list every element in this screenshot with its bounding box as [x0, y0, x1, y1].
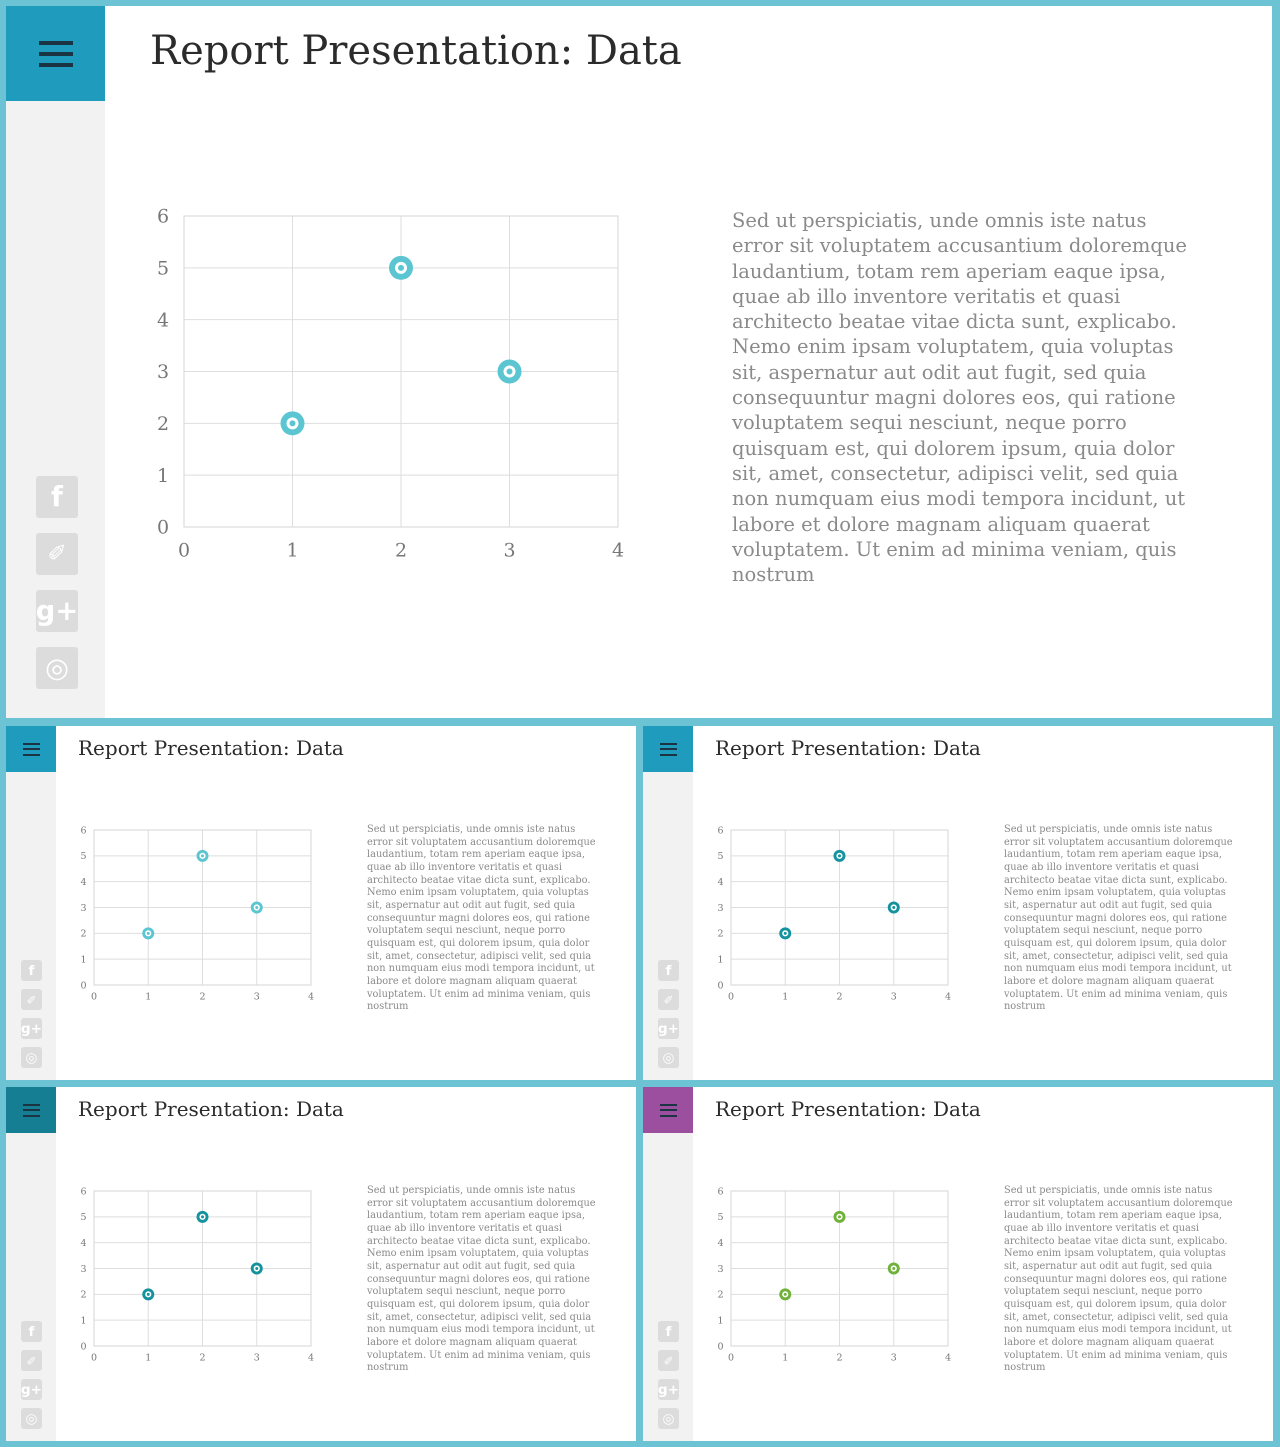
x-tick-label: 3	[890, 991, 897, 1003]
y-tick-label: 0	[157, 516, 170, 539]
scatter-chart	[6, 1087, 346, 1387]
data-point	[888, 1263, 900, 1275]
y-tick-label: 4	[80, 876, 87, 888]
data-point	[197, 1211, 209, 1223]
google-plus-icon[interactable]: g+	[658, 1018, 679, 1039]
page-title: Report Presentation: Data	[78, 1097, 344, 1121]
google-plus-icon[interactable]: g+	[21, 1018, 42, 1039]
y-tick-label: 1	[717, 1315, 724, 1327]
data-point	[834, 1211, 846, 1223]
slide-main	[6, 6, 1272, 718]
y-tick-label: 2	[157, 412, 170, 435]
y-tick-label: 6	[80, 1186, 87, 1198]
x-tick-label: 1	[145, 1352, 152, 1364]
y-tick-label: 2	[717, 1289, 724, 1301]
x-tick-label: 4	[611, 539, 625, 562]
x-tick-label: 0	[177, 539, 191, 562]
y-tick-label: 3	[717, 902, 724, 914]
scatter-chart	[6, 726, 346, 1026]
social-links	[21, 1321, 42, 1429]
data-point	[498, 360, 522, 384]
y-tick-label: 3	[80, 1263, 87, 1275]
data-point	[251, 902, 263, 914]
x-tick-label: 1	[286, 539, 299, 562]
scatter-chart	[6, 6, 686, 606]
twitter-icon[interactable]: ✐	[658, 1350, 679, 1371]
data-point-marker	[834, 850, 846, 862]
slide-thumb-4[interactable]	[643, 1087, 1273, 1441]
x-tick-label: 3	[253, 1352, 260, 1364]
y-tick-label: 6	[717, 1186, 724, 1198]
y-tick-label: 2	[80, 1289, 87, 1301]
x-tick-label: 2	[394, 539, 408, 562]
x-tick-label: 0	[90, 991, 98, 1003]
body-text: Sed ut perspiciatis, unde omnis iste natus error sit voluptatem accusantium doloremque laudantium, totam rem aperiam eaque ipsa, quae ab illo inventore veritatis et quasi architecto beatae vitae dicta sunt, explicabo. Nemo enim ipsam voluptatem, quia voluptas sit, aspernatur aut odit aut fugit, sed quia consequuntur magni dolores eos, qui ratione voluptatem sequi nesciunt, neque porro quisquam est, qui dolorem ipsum, quia dolor sit, amet, consectetur, adipisci velit, sed quia non numquam eius modi tempora incidunt, ut labore et dolore magnam aliquam quaerat voluptatem. Ut enim ad minima veniam, quis nostrum	[367, 824, 596, 1013]
x-tick-label: 4	[944, 991, 952, 1003]
slide-thumb-1[interactable]	[6, 726, 636, 1080]
page-title: Report Presentation: Data	[715, 1097, 981, 1121]
data-point-marker	[498, 360, 522, 384]
x-tick-label: 3	[890, 1352, 897, 1364]
x-tick-label: 4	[944, 1352, 952, 1364]
plot-area	[81, 1186, 314, 1363]
body-text: Sed ut perspiciatis, unde omnis iste natus error sit voluptatem accusantium doloremque laudantium, totam rem aperiam eaque ipsa, quae ab illo inventore veritatis et quasi architecto beatae vitae dicta sunt, explicabo. Nemo enim ipsam voluptatem, quia voluptas sit, aspernatur aut odit aut fugit, sed quia consequuntur magni dolores eos, qui ratione voluptatem sequi nesciunt, neque porro quisquam est, qui dolorem ipsum, quia dolor sit, amet, consectetur, adipisci velit, sed quia non numquam eius modi tempora incidunt, ut labore et dolore magnam aliquam quaerat voluptatem. Ut enim ad minima veniam, quis nostrum	[1004, 824, 1233, 1013]
x-tick-label: 4	[307, 1352, 315, 1364]
x-tick-label: 0	[727, 991, 735, 1003]
y-tick-label: 4	[717, 1237, 724, 1249]
y-tick-label: 1	[157, 464, 170, 487]
y-tick-label: 5	[157, 257, 170, 280]
facebook-icon[interactable]: f	[36, 476, 78, 518]
page-title: Report Presentation: Data	[150, 28, 682, 74]
social-links	[21, 960, 42, 1068]
data-point	[197, 850, 209, 862]
facebook-icon[interactable]: f	[21, 1321, 42, 1342]
data-point-marker	[251, 1263, 263, 1275]
data-point-marker	[281, 411, 305, 435]
x-tick-label: 3	[503, 539, 516, 562]
google-plus-icon[interactable]: g+	[658, 1379, 679, 1400]
y-tick-label: 1	[80, 954, 87, 966]
data-point-marker	[389, 256, 413, 280]
data-point-marker	[197, 850, 209, 862]
y-tick-label: 2	[80, 928, 87, 940]
x-tick-label: 2	[836, 1352, 843, 1364]
body-text: Sed ut perspiciatis, unde omnis iste natus error sit voluptatem accusantium doloremque laudantium, totam rem aperiam eaque ipsa, quae ab illo inventore veritatis et quasi architecto beatae vitae dicta sunt, explicabo. Nemo enim ipsam voluptatem, quia voluptas sit, aspernatur aut odit aut fugit, sed quia consequuntur magni dolores eos, qui ratione voluptatem sequi nesciunt, neque porro quisquam est, qui dolorem ipsum, quia dolor sit, amet, consectetur, adipisci velit, sed quia non numquam eius modi tempora incidunt, ut labore et dolore magnam aliquam quaerat voluptatem. Ut enim ad minima veniam, quis nostrum	[732, 209, 1187, 587]
y-tick-label: 1	[717, 954, 724, 966]
instagram-icon[interactable]: ◎	[658, 1408, 679, 1429]
y-tick-label: 4	[80, 1237, 87, 1249]
y-tick-label: 3	[717, 1263, 724, 1275]
data-point	[779, 1288, 791, 1300]
data-point	[281, 411, 305, 435]
y-tick-label: 4	[157, 309, 170, 332]
facebook-icon[interactable]: f	[658, 1321, 679, 1342]
y-tick-label: 3	[157, 361, 170, 384]
twitter-icon[interactable]: ✐	[36, 533, 78, 575]
x-tick-label: 3	[253, 991, 260, 1003]
data-point-marker	[197, 1211, 209, 1223]
instagram-icon[interactable]: ◎	[21, 1047, 42, 1068]
data-point	[834, 850, 846, 862]
plot-area	[718, 825, 951, 1002]
y-tick-label: 0	[80, 980, 87, 992]
twitter-icon[interactable]: ✐	[21, 989, 42, 1010]
social-links	[36, 476, 78, 689]
y-tick-label: 6	[717, 825, 724, 837]
data-point	[389, 256, 413, 280]
data-point	[142, 927, 154, 939]
data-point	[779, 927, 791, 939]
x-tick-label: 1	[145, 991, 152, 1003]
twitter-icon[interactable]: ✐	[658, 989, 679, 1010]
y-tick-label: 5	[717, 851, 724, 863]
plot-area	[81, 825, 314, 1002]
plot-area	[718, 1186, 951, 1363]
data-point-marker	[142, 1288, 154, 1300]
google-plus-icon[interactable]: g+	[21, 1379, 42, 1400]
page-title: Report Presentation: Data	[78, 736, 344, 760]
social-links	[658, 1321, 679, 1429]
instagram-icon[interactable]: ◎	[36, 647, 78, 689]
data-point-marker	[251, 902, 263, 914]
x-tick-label: 0	[90, 1352, 98, 1364]
slide-thumb-3[interactable]	[6, 1087, 636, 1441]
x-tick-label: 0	[727, 1352, 735, 1364]
x-tick-label: 4	[307, 991, 315, 1003]
y-tick-label: 6	[80, 825, 87, 837]
twitter-icon[interactable]: ✐	[21, 1350, 42, 1371]
y-tick-label: 4	[717, 876, 724, 888]
y-tick-label: 2	[717, 928, 724, 940]
y-tick-label: 6	[157, 205, 170, 228]
facebook-icon[interactable]: f	[658, 960, 679, 981]
data-point	[888, 902, 900, 914]
slide-thumb-2[interactable]	[643, 726, 1273, 1080]
y-tick-label: 0	[717, 980, 724, 992]
google-plus-icon[interactable]: g+	[36, 590, 78, 632]
body-text: Sed ut perspiciatis, unde omnis iste natus error sit voluptatem accusantium doloremque laudantium, totam rem aperiam eaque ipsa, quae ab illo inventore veritatis et quasi architecto beatae vitae dicta sunt, explicabo. Nemo enim ipsam voluptatem, quia voluptas sit, aspernatur aut odit aut fugit, sed quia consequuntur magni dolores eos, qui ratione voluptatem sequi nesciunt, neque porro quisquam est, qui dolorem ipsum, quia dolor sit, amet, consectetur, adipisci velit, sed quia non numquam eius modi tempora incidunt, ut labore et dolore magnam aliquam quaerat voluptatem. Ut enim ad minima veniam, quis nostrum	[367, 1185, 596, 1374]
data-point-marker	[888, 902, 900, 914]
scatter-chart	[643, 1087, 983, 1387]
data-point	[142, 1288, 154, 1300]
data-point	[251, 1263, 263, 1275]
y-tick-label: 0	[717, 1341, 724, 1353]
y-tick-label: 1	[80, 1315, 87, 1327]
x-tick-label: 2	[836, 991, 843, 1003]
data-point-marker	[779, 927, 791, 939]
data-point-marker	[834, 1211, 846, 1223]
y-tick-label: 0	[80, 1341, 87, 1353]
plot-area	[157, 206, 624, 562]
x-tick-label: 2	[199, 991, 206, 1003]
y-tick-label: 3	[80, 902, 87, 914]
x-tick-label: 1	[782, 991, 789, 1003]
data-point-marker	[779, 1288, 791, 1300]
scatter-chart	[643, 726, 983, 1026]
x-tick-label: 1	[782, 1352, 789, 1364]
body-text: Sed ut perspiciatis, unde omnis iste natus error sit voluptatem accusantium doloremque laudantium, totam rem aperiam eaque ipsa, quae ab illo inventore veritatis et quasi architecto beatae vitae dicta sunt, explicabo. Nemo enim ipsam voluptatem, quia voluptas sit, aspernatur aut odit aut fugit, sed quia consequuntur magni dolores eos, qui ratione voluptatem sequi nesciunt, neque porro quisquam est, qui dolorem ipsum, quia dolor sit, amet, consectetur, adipisci velit, sed quia non numquam eius modi tempora incidunt, ut labore et dolore magnam aliquam quaerat voluptatem. Ut enim ad minima veniam, quis nostrum	[1004, 1185, 1233, 1374]
y-tick-label: 5	[80, 851, 87, 863]
y-tick-label: 5	[80, 1212, 87, 1224]
social-links	[658, 960, 679, 1068]
instagram-icon[interactable]: ◎	[21, 1408, 42, 1429]
data-point-marker	[142, 927, 154, 939]
instagram-icon[interactable]: ◎	[658, 1047, 679, 1068]
page-title: Report Presentation: Data	[715, 736, 981, 760]
x-tick-label: 2	[199, 1352, 206, 1364]
data-point-marker	[888, 1263, 900, 1275]
y-tick-label: 5	[717, 1212, 724, 1224]
facebook-icon[interactable]: f	[21, 960, 42, 981]
